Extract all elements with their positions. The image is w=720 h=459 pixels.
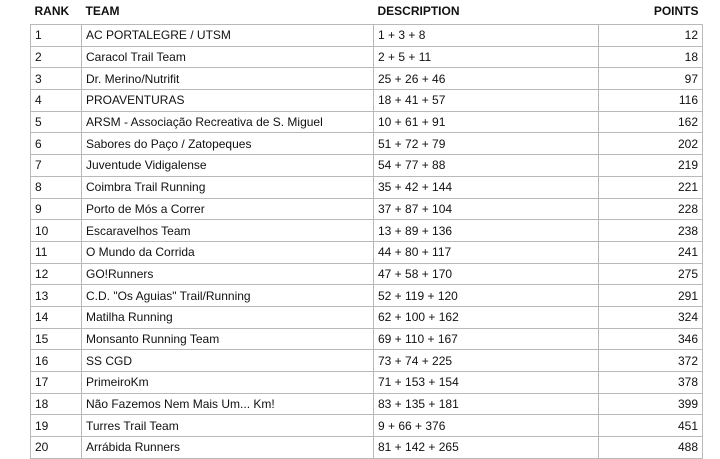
- rank-cell: 7: [31, 155, 82, 177]
- points-cell: 221: [599, 176, 703, 198]
- description-cell: 73 + 74 + 225: [374, 350, 599, 372]
- team-cell: PROAVENTURAS: [82, 90, 374, 112]
- rank-cell: 17: [31, 372, 82, 394]
- description-cell: 81 + 142 + 265: [374, 437, 599, 459]
- rank-cell: 15: [31, 328, 82, 350]
- description-cell: 44 + 80 + 117: [374, 241, 599, 263]
- team-cell: Dr. Merino/Nutrifit: [82, 68, 374, 90]
- team-cell: PrimeiroKm: [82, 372, 374, 394]
- team-cell: Sabores do Paço / Zatopeques: [82, 133, 374, 155]
- points-cell: 18: [599, 46, 703, 68]
- table-row: [31, 285, 703, 307]
- description-cell: 10 + 61 + 91: [374, 111, 599, 133]
- rank-cell: 3: [31, 68, 82, 90]
- header-row: [31, 0, 703, 25]
- table-row: [31, 46, 703, 68]
- points-cell: 372: [599, 350, 703, 372]
- team-cell: SS CGD: [82, 350, 374, 372]
- rank-cell: 8: [31, 176, 82, 198]
- description-cell: 71 + 153 + 154: [374, 372, 599, 394]
- table-row: [31, 372, 703, 394]
- rank-cell: 20: [31, 437, 82, 459]
- team-cell: Escaravelhos Team: [82, 220, 374, 242]
- points-cell: 378: [599, 372, 703, 394]
- description-cell: 83 + 135 + 181: [374, 393, 599, 415]
- points-cell: 202: [599, 133, 703, 155]
- team-cell: Juventude Vidigalense: [82, 155, 374, 177]
- ranking-table: [30, 0, 703, 459]
- table-row: [31, 328, 703, 350]
- description-cell: 25 + 26 + 46: [374, 68, 599, 90]
- rank-cell: 5: [31, 111, 82, 133]
- table-body: [31, 25, 703, 459]
- rank-header: RANK: [34, 4, 70, 18]
- description-cell: 35 + 42 + 144: [374, 176, 599, 198]
- rank-cell: 14: [31, 306, 82, 328]
- table-row: [31, 25, 703, 47]
- table-row: [31, 241, 703, 263]
- table-row: [31, 68, 703, 90]
- description-cell: 13 + 89 + 136: [374, 220, 599, 242]
- table-row: [31, 155, 703, 177]
- points-cell: 219: [599, 155, 703, 177]
- points-cell: 116: [599, 90, 703, 112]
- points-cell: 451: [599, 415, 703, 437]
- rank-cell: 18: [31, 393, 82, 415]
- team-cell: O Mundo da Corrida: [82, 241, 374, 263]
- rank-cell: 4: [31, 90, 82, 112]
- rank-cell: 16: [31, 350, 82, 372]
- table-row: [31, 176, 703, 198]
- team-cell: C.D. "Os Aguias" Trail/Running: [82, 285, 374, 307]
- team-cell: Caracol Trail Team: [82, 46, 374, 68]
- points-cell: 228: [599, 198, 703, 220]
- points-cell: 291: [599, 285, 703, 307]
- description-cell: 51 + 72 + 79: [374, 133, 599, 155]
- table-row: [31, 133, 703, 155]
- points-cell: 12: [599, 25, 703, 47]
- description-cell: 9 + 66 + 376: [374, 415, 599, 437]
- rank-cell: 9: [31, 198, 82, 220]
- description-cell: 37 + 87 + 104: [374, 198, 599, 220]
- points-cell: 162: [599, 111, 703, 133]
- description-cell: 1 + 3 + 8: [374, 25, 599, 47]
- description-cell: 54 + 77 + 88: [374, 155, 599, 177]
- description-cell: 69 + 110 + 167: [374, 328, 599, 350]
- table-row: [31, 263, 703, 285]
- table-row: [31, 350, 703, 372]
- table-row: [31, 437, 703, 459]
- points-cell: 241: [599, 241, 703, 263]
- points-cell: 97: [599, 68, 703, 90]
- points-cell: 324: [599, 306, 703, 328]
- team-cell: GO!Runners: [82, 263, 374, 285]
- table-row: [31, 393, 703, 415]
- description-header: DESCRIPTION: [377, 4, 460, 18]
- points-cell: 488: [599, 437, 703, 459]
- table-row: [31, 90, 703, 112]
- rank-cell: 1: [31, 25, 82, 47]
- team-cell: Turres Trail Team: [82, 415, 374, 437]
- rank-cell: 11: [31, 241, 82, 263]
- team-cell: Matilha Running: [82, 306, 374, 328]
- description-cell: 18 + 41 + 57: [374, 90, 599, 112]
- description-cell: 62 + 100 + 162: [374, 306, 599, 328]
- description-cell: 47 + 58 + 170: [374, 263, 599, 285]
- points-cell: 399: [599, 393, 703, 415]
- table-row: [31, 220, 703, 242]
- points-cell: 346: [599, 328, 703, 350]
- rank-cell: 6: [31, 133, 82, 155]
- table-row: [31, 306, 703, 328]
- team-cell: AC PORTALEGRE / UTSM: [82, 25, 374, 47]
- table-row: [31, 198, 703, 220]
- points-cell: 238: [599, 220, 703, 242]
- rank-cell: 12: [31, 263, 82, 285]
- team-cell: Porto de Mós a Correr: [82, 198, 374, 220]
- rank-cell: 10: [31, 220, 82, 242]
- table-row: [31, 415, 703, 437]
- team-cell: Arrábida Runners: [82, 437, 374, 459]
- team-cell: ARSM - Associação Recreativa de S. Miguel: [82, 111, 374, 133]
- points-cell: 275: [599, 263, 703, 285]
- team-cell: Monsanto Running Team: [82, 328, 374, 350]
- description-cell: 2 + 5 + 11: [374, 46, 599, 68]
- rank-cell: 19: [31, 415, 82, 437]
- team-cell: Coimbra Trail Running: [82, 176, 374, 198]
- rank-cell: 2: [31, 46, 82, 68]
- team-header: TEAM: [85, 4, 120, 18]
- team-cell: Não Fazemos Nem Mais Um... Km!: [82, 393, 374, 415]
- points-header: POINTS: [653, 4, 699, 18]
- rank-cell: 13: [31, 285, 82, 307]
- description-cell: 52 + 119 + 120: [374, 285, 599, 307]
- table-row: [31, 111, 703, 133]
